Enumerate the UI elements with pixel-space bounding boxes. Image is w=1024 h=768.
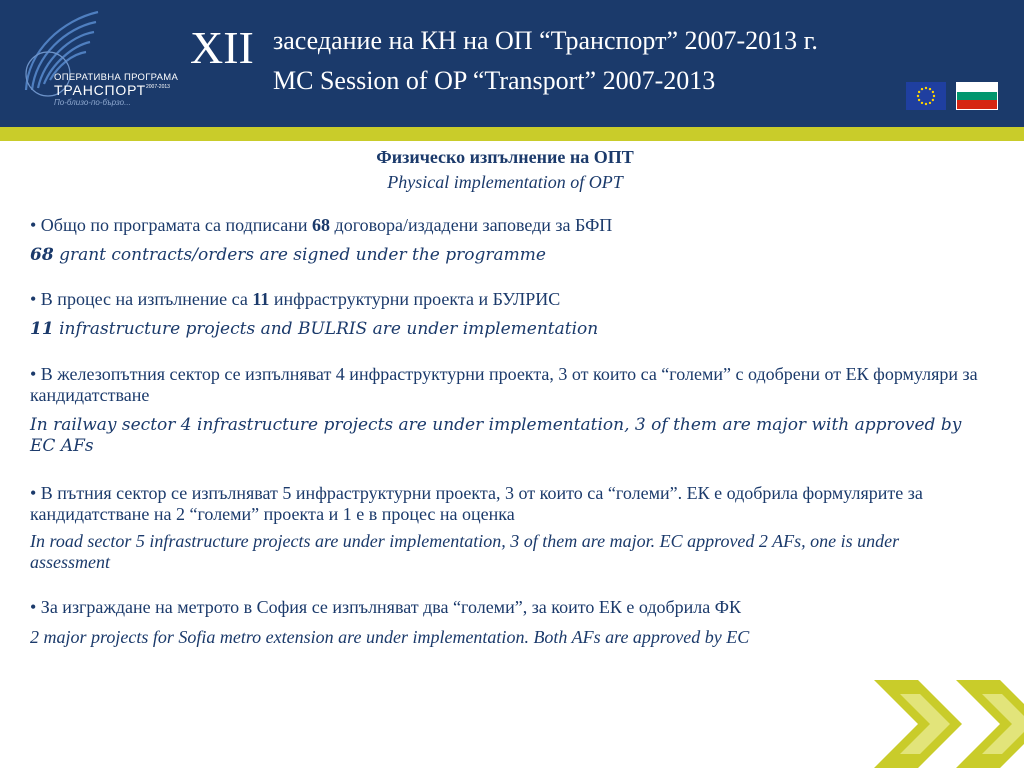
- bullet-item: [30, 289, 980, 340]
- header-bar: [0, 0, 1024, 127]
- eu-flag-icon: [906, 82, 946, 110]
- title-english: MC Session of OP “Transport” 2007-2013: [273, 66, 716, 95]
- bullet-text-bulgarian: • В процес на изпълнение са 11 инфраструктурни проекта и БУЛРИС: [30, 289, 561, 309]
- bullet-item: [30, 215, 980, 266]
- bulgarian-flag-icon: [956, 82, 998, 110]
- logo-text-programme: ОПЕРАТИВНА ПРОГРАМА: [54, 72, 179, 83]
- bullet-item: [30, 597, 980, 648]
- bullet-text-bulgarian: • Общо по програмата са подписани 68 договора/издадени заповеди за БФП: [30, 215, 613, 235]
- bullet-text-english: 68 grant contracts/orders are signed under the programme: [30, 245, 546, 265]
- title-bulgarian: заседание на КН на ОП “Транспорт” 2007-2013 г.: [273, 26, 818, 55]
- chevron-decoration-icon: [860, 680, 1024, 768]
- bullet-text-bulgarian: • В пътния сектор се изпълняват 5 инфраструктурни проекта, 3 от които са “големи”. ЕК е одобрила формулярите за кандидатстване на 2 “големи” проекта и 1 е в процес на оценка: [30, 483, 923, 524]
- header-accent-stripe: [0, 127, 1024, 141]
- slide-heading-english: Physical implementation of OPT: [387, 172, 623, 192]
- bullet-text-bulgarian: • В железопътния сектор се изпълняват 4 инфраструктурни проекта, 3 от които са “големи” с одобрени от ЕК формуляри за кандидатстване: [30, 364, 978, 405]
- slide-content: [30, 145, 980, 648]
- logo-text-transport: ТРАНСПОРТ: [54, 82, 146, 98]
- bullet-text-bulgarian: • За изграждане на метрото в София се изпълняват два “големи”, за които ЕК е одобрила ФК: [30, 597, 742, 617]
- bullet-item: [30, 364, 980, 457]
- bullet-item: [30, 483, 980, 573]
- logo-text-years: 2007-2013: [146, 84, 170, 90]
- session-number: XII: [190, 22, 254, 73]
- logo-tagline: По-близо-по-бързо...: [54, 98, 131, 107]
- slide-heading-bulgarian: Физическо изпълнение на ОПТ: [376, 147, 634, 167]
- bullet-text-english: 11 infrastructure projects and BULRIS are under implementation: [30, 319, 599, 339]
- bullet-text-english: 2 major projects for Sofia metro extension are under implementation. Both AFs are approved by EC: [30, 627, 750, 647]
- bullet-text-english: In road sector 5 infrastructure projects are under implementation, 3 of them are major. EC approved 2 AFs, one is under assessment: [30, 531, 900, 572]
- bullet-text-english: In railway sector 4 infrastructure projects are under implementation, 3 of them are major with approved by EC AFs: [30, 415, 962, 456]
